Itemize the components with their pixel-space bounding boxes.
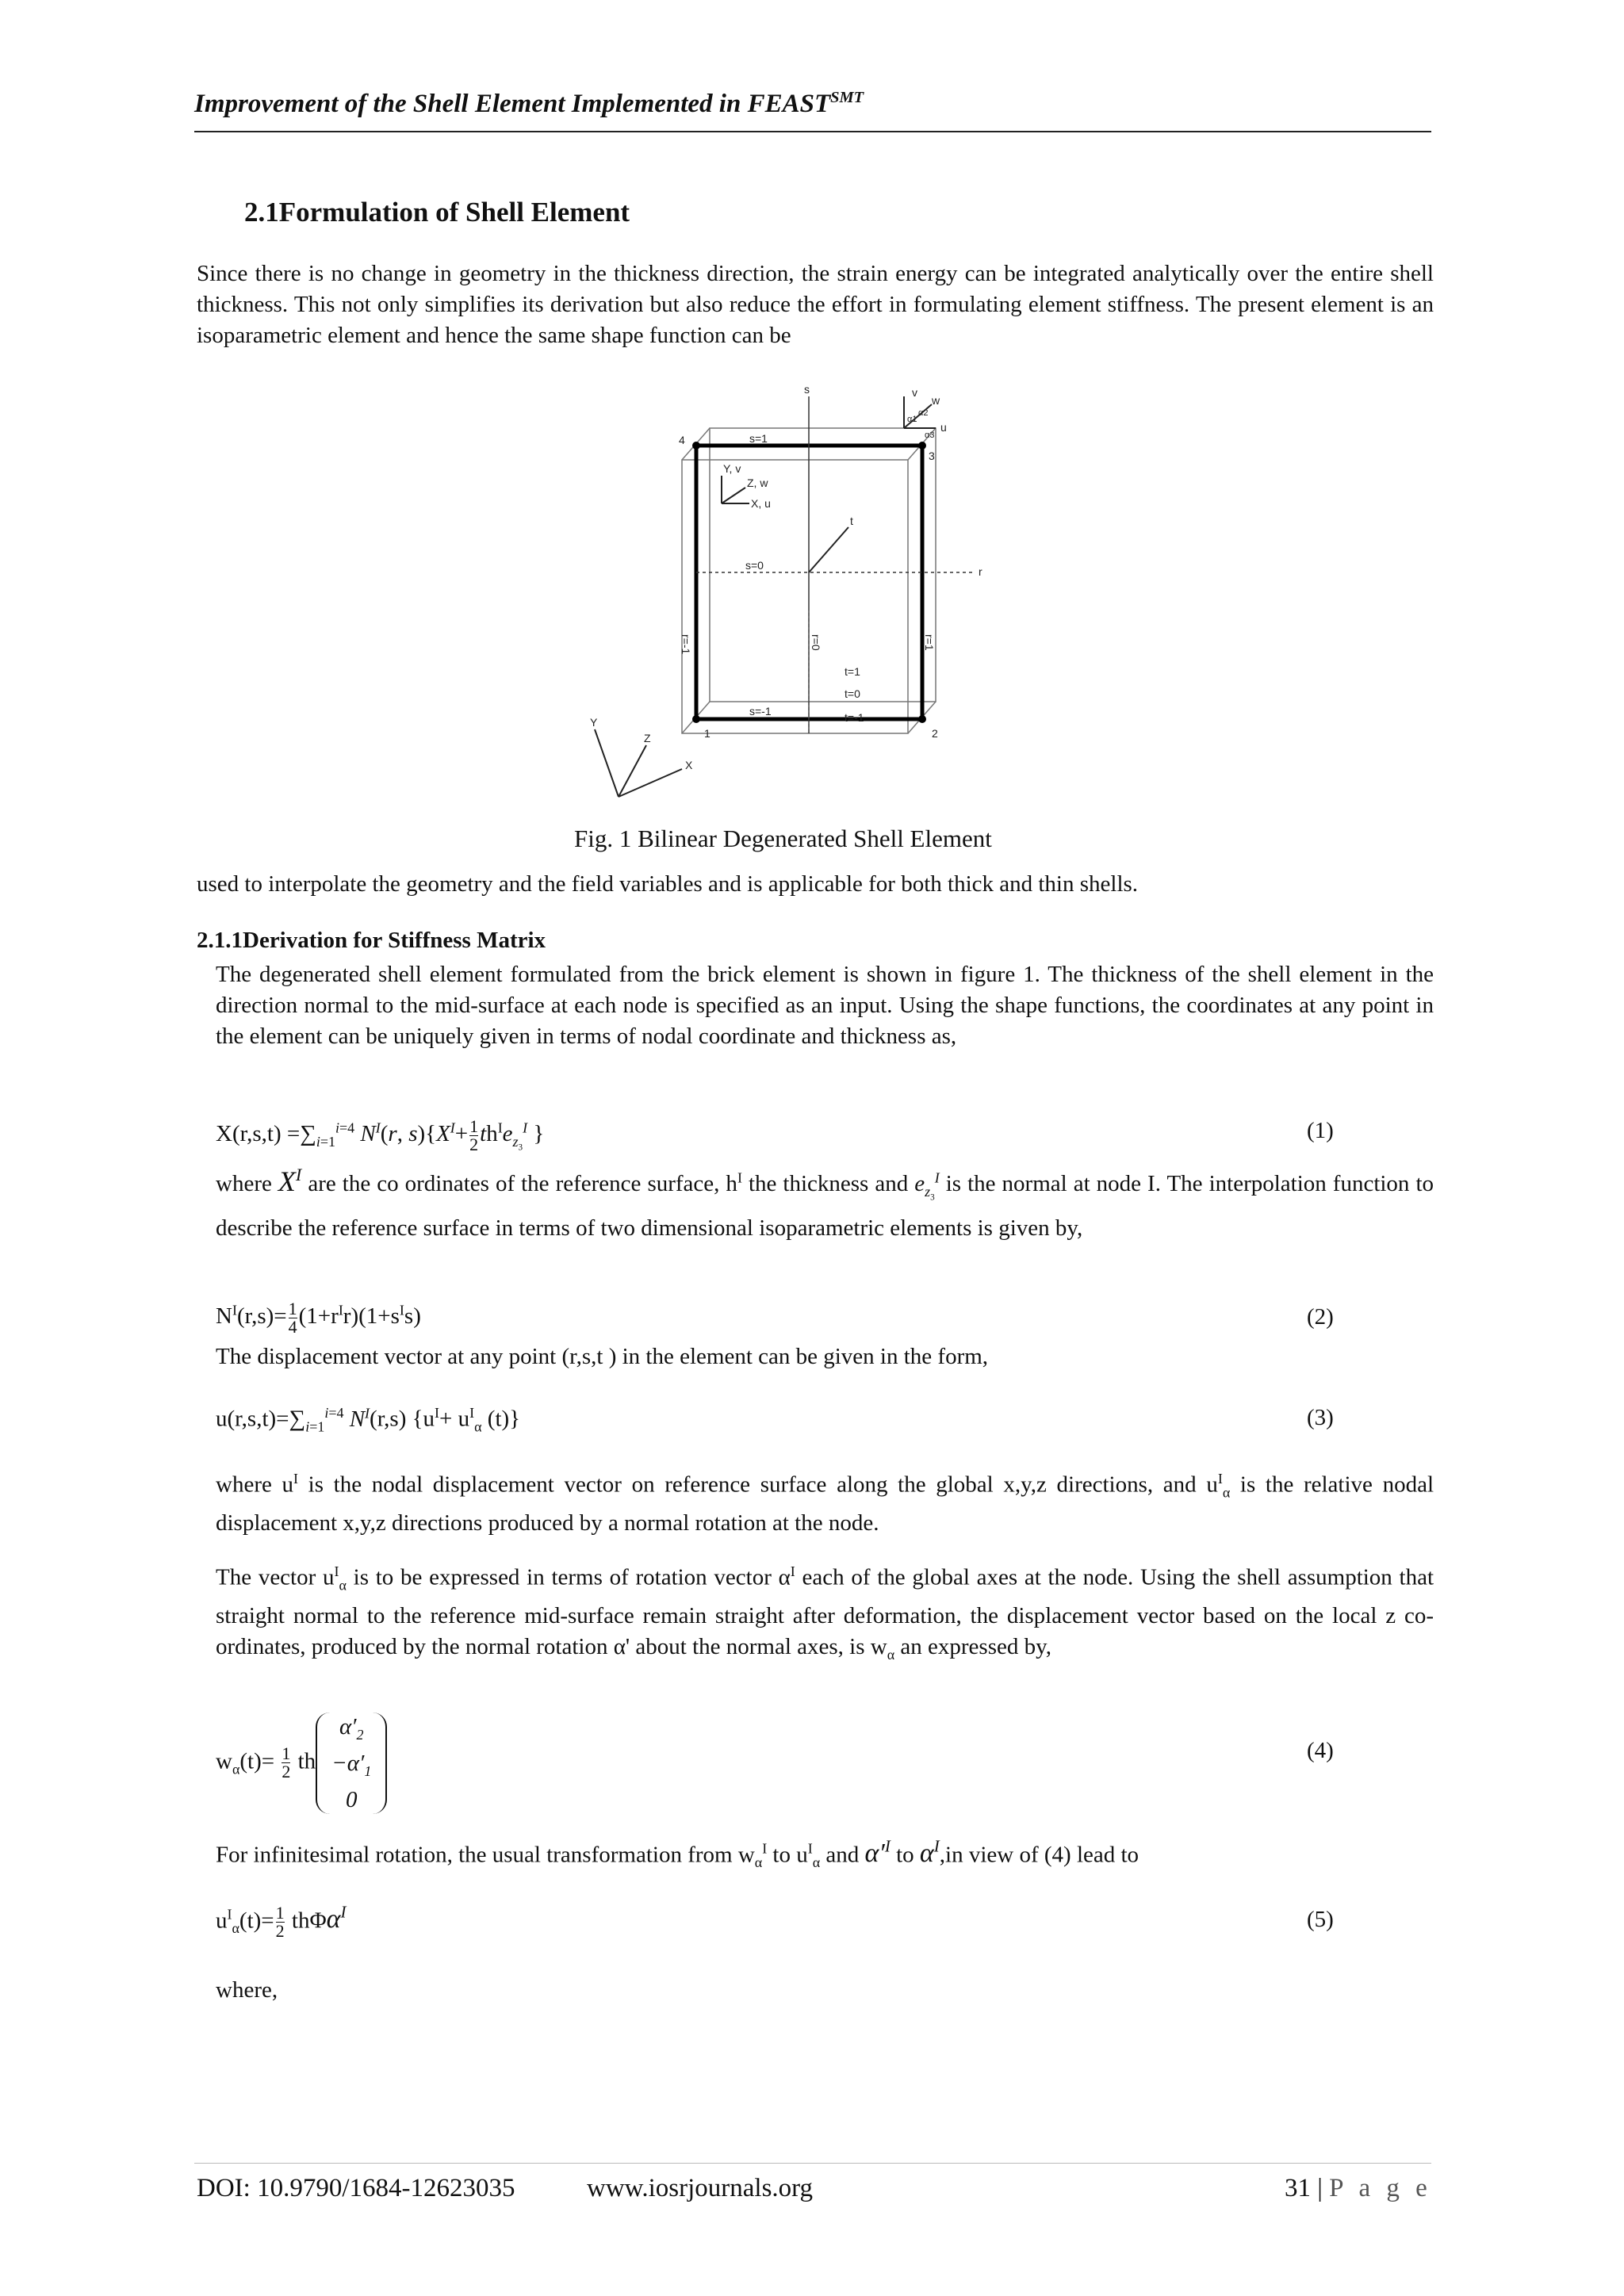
fig-label-t1: t=1 — [845, 665, 860, 678]
paragraph-where: where, — [216, 1977, 278, 2003]
fig-label-local-y: Y, v — [723, 462, 741, 475]
fig-label-t-axis: t — [850, 515, 853, 527]
equation-2-number: (2) — [1307, 1304, 1334, 1330]
footer-rule — [194, 2163, 1431, 2164]
fig-label-sm1: s=-1 — [749, 705, 772, 718]
header-rule — [194, 131, 1431, 132]
subsection-heading: 2.1.1Derivation for Stiffness Matrix — [197, 928, 546, 953]
fig-label-alpha2: α2 — [918, 408, 929, 418]
equation-4: $w_\alpha(t)=$ $\frac{1}{2}$ th $\alpha'_2$ $-\alpha'_1$ 0 — [216, 1712, 387, 1814]
equation-1: $X(r,s,t) =\sum_{i=1}^{i=4}$ $N^I(r$, $s)\{X^I+$ $\frac{1}{2}$ $th^Ie_{z_3}^I$ } — [216, 1116, 545, 1154]
stiffness-paragraph: The degenerated shell element formulated from the brick element is shown in figure 1. The thickness of the shell element in the direction normal to the mid-surface at each node is specified as an input. Using the shape functions, the coordinates at any point in the element can be uniquely given in terms of nodal coordinate and thickness as, — [216, 962, 1434, 1049]
fig-label-v: v — [912, 386, 917, 399]
paragraph-infinitesimal: For infinitesimal rotation, the usual transformation from $w_\alpha^I$ to $u^I_\alpha$ and $\alpha'^I$ to $\alpha^I,in$ view of (4) lead to — [216, 1837, 1139, 1871]
continuation-paragraph: used to interpolate the geometry and the field variables and is applicable for both thick and thin shells. — [197, 871, 1139, 897]
fig-label-s-axis: s — [804, 383, 810, 396]
fig-label-r1: r=1 — [923, 634, 936, 651]
fig-label-global-x: X — [685, 759, 693, 771]
equation-1-number: (1) — [1307, 1118, 1334, 1143]
equation-3: $u(r,s,t)=\sum_{i=1}^{i=4}$ $N^I(r,s)$ {$u^I+ u^I_\alpha$ (t)} — [216, 1405, 521, 1435]
fig-label-rm1: r=-1 — [680, 634, 692, 655]
node-2-marker — [918, 715, 926, 723]
paragraph-displacement: The displacement vector at any point (r,s,t ) in the element can be given in the form, — [216, 1344, 989, 1369]
fig-label-global-y: Y — [590, 716, 598, 729]
equation-2: $N^I(r,s)=$ $\frac{1}{4}$ $(1+r^Ir)(1+s^Is)$ — [216, 1299, 421, 1337]
paragraph-where-xi: where $X^I$ are the co ordinates of the reference surface, $h^I$ the thickness and $e_{z_3}^I$ is the normal at node I. The interpolation function to describe the reference surface in terms of two dimensional isoparametric elements is given by, — [216, 1165, 1434, 1242]
fig-label-node4: 4 — [679, 434, 685, 446]
fig-label-local-x: X, u — [751, 497, 771, 510]
intro-paragraph: Since there is no change in geometry in the thickness direction, the strain energy can be integrated analytically over the entire shell thickness. This not only simplifies its derivation but also reduce the effort in formulating element stiffness. The present element is an isoparametric element and hence the same shape function can be — [197, 261, 1434, 348]
section-heading: 2.1Formulation of Shell Element — [244, 197, 630, 228]
node-3-marker — [918, 442, 926, 450]
fig-label-w: w — [932, 394, 940, 407]
equation-5-number: (5) — [1307, 1907, 1334, 1932]
fig-label-alpha1: α1 — [907, 415, 917, 424]
fig-label-local-z: Z, w — [747, 476, 768, 489]
fig-label-r-axis: r — [979, 565, 982, 578]
footer-page: 31 | P a g e — [1285, 2174, 1432, 2202]
footer-doi: DOI: 10.9790/1684-12623035 — [197, 2174, 515, 2202]
node-1-marker — [692, 715, 700, 723]
footer-url[interactable]: www.iosrjournals.org — [587, 2174, 814, 2202]
fig-label-tm1: t=-1 — [845, 711, 864, 724]
fig-label-t0: t=0 — [845, 687, 860, 700]
fig-label-global-z: Z — [644, 732, 651, 744]
shell-element-figure — [571, 381, 1015, 809]
fig-label-r0: r=0 — [810, 634, 822, 651]
fig-label-u: u — [940, 421, 947, 434]
paragraph-where-ui: where $u^I$ is the nodal displacement vector on reference surface along the global x,y,z directions, and $u^I_\alpha$ is the relative nodal displacement x,y,z directions produced by a normal rotation at the node. — [216, 1471, 1434, 1536]
fig-label-s0: s=0 — [745, 559, 764, 572]
node-4-marker — [692, 442, 700, 450]
running-header: Improvement of the Shell Element Implemented in $FEAST^{SMT}$ — [194, 89, 864, 118]
equation-3-number: (3) — [1307, 1405, 1334, 1430]
t-axis-line — [809, 527, 848, 572]
equation-4-number: (4) — [1307, 1738, 1334, 1763]
equation-5: $u^I_\alpha(t)=$ $\frac{1}{2}$ thΦα$^I$ — [216, 1903, 347, 1942]
paragraph-vector: The vector $u^I_\alpha$ is to be expressed in terms of rotation vector $\alpha^I$ each of the global axes at the node. Using the shell assumption that straight normal to the reference mid-surface remain straight after deformation, the displacement vector based on the local z co-ordinates, produced by the normal rotation α' about the normal axes, is $w_\alpha$ an expressed by, — [216, 1563, 1434, 1663]
figure-caption: Fig. 1 Bilinear Degenerated Shell Element — [574, 825, 992, 852]
fig-label-node3: 3 — [929, 450, 935, 462]
fig-label-alpha3: α3 — [925, 430, 935, 440]
fig-label-s1: s=1 — [749, 432, 768, 445]
fig-label-node2: 2 — [932, 727, 938, 740]
fig-label-node1: 1 — [704, 727, 710, 740]
